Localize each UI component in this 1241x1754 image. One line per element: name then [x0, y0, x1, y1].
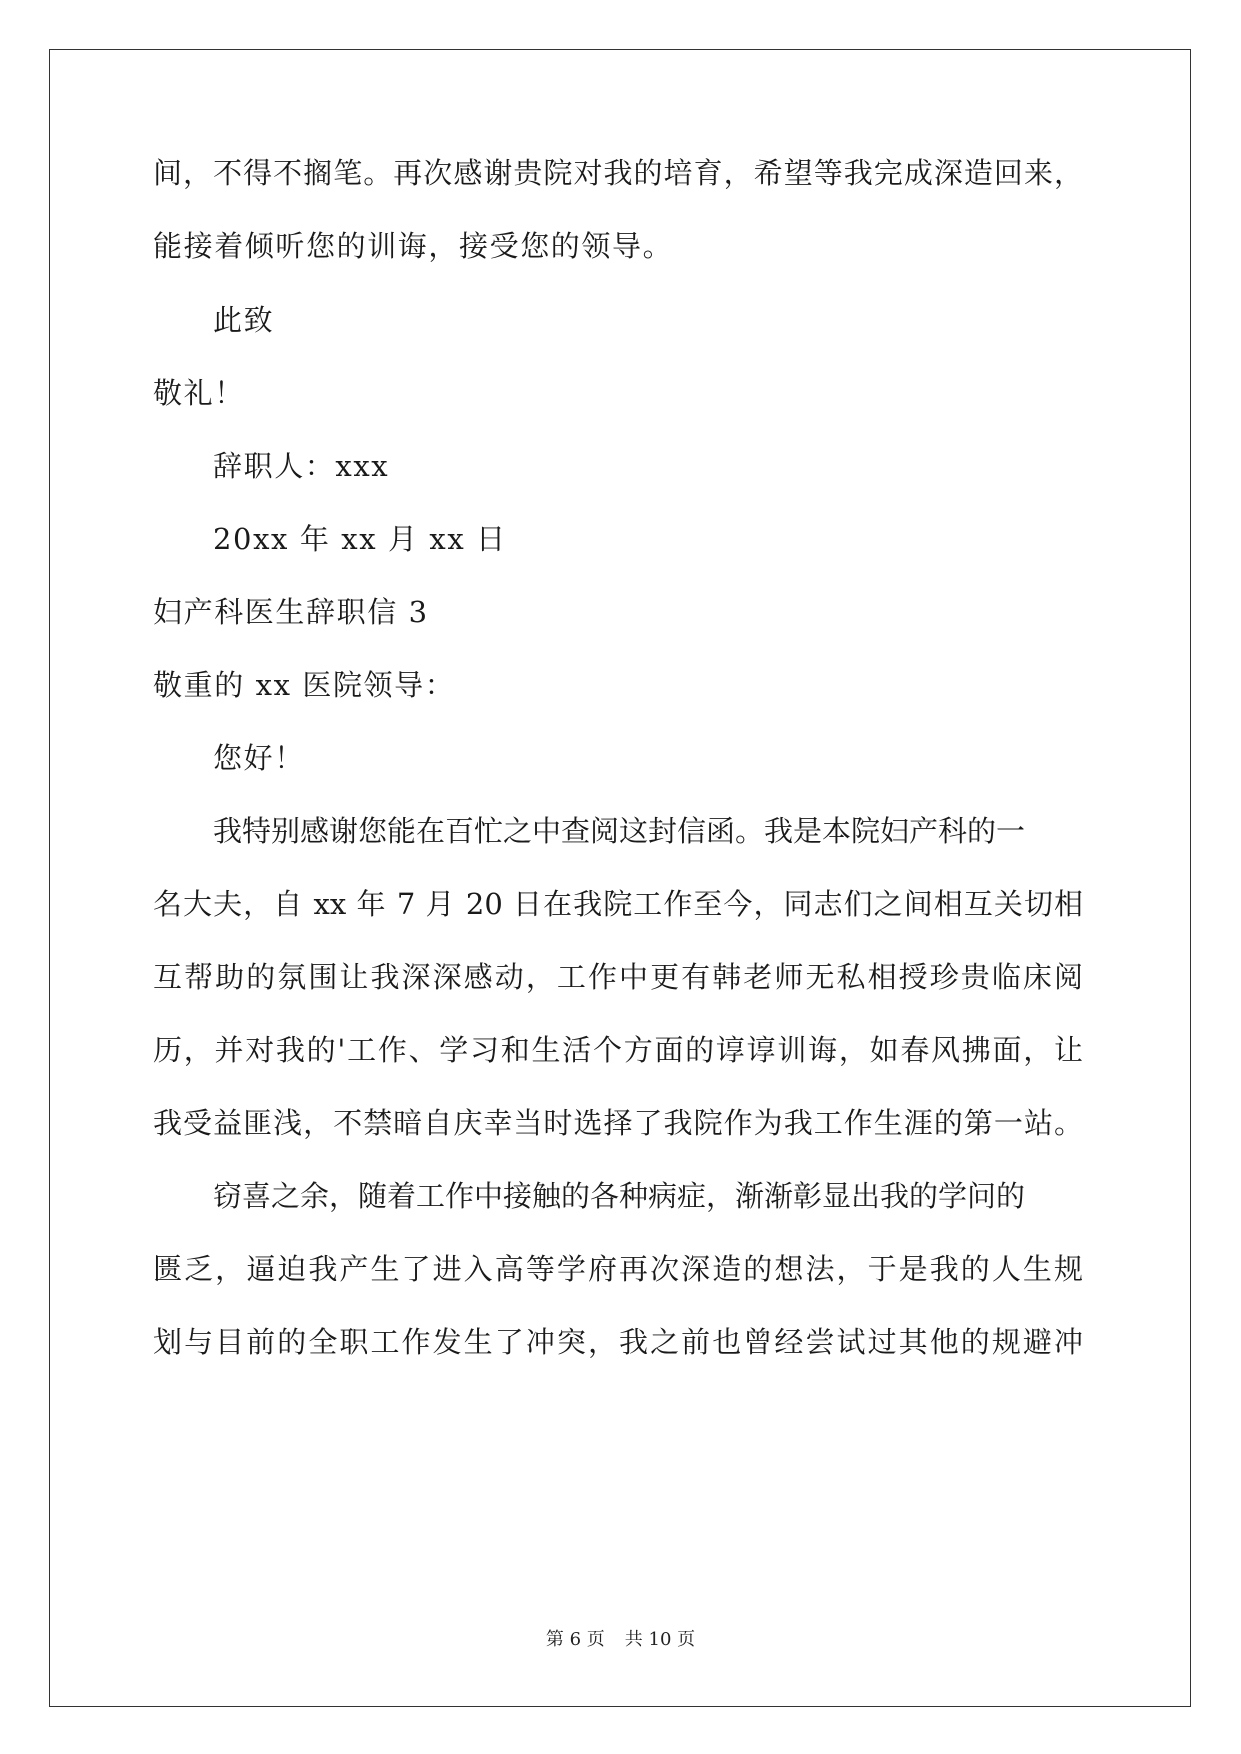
salutation-regards: 敬礼！	[153, 376, 245, 410]
page-total: 共 10 页	[624, 1629, 696, 1650]
letter-heading: 妇产科医生辞职信 3	[153, 595, 429, 629]
text-line: 划与目前的全职工作发生了冲突，我之前也曾经尝试过其他的规避冲	[153, 1325, 1083, 1359]
text-line: 名大夫，自 xx 年 7 月 20 日在我院工作至今，同志们之间相互关切相	[153, 887, 1083, 921]
text-line: 间，不得不搁笔。再次感谢贵院对我的培育，希望等我完成深造回来，	[153, 156, 1083, 190]
greeting-line: 您好！	[213, 741, 305, 775]
text-line: 匮乏，逼迫我产生了进入高等学府再次深造的想法，于是我的人生规	[153, 1252, 1083, 1286]
salutation-closing: 此致	[213, 303, 275, 337]
text-line: 我受益匪浅，不禁暗自庆幸当时选择了我院作为我工作生涯的第一站。	[153, 1106, 1083, 1140]
text-line: 历，并对我的'工作、学习和生活个方面的谆谆训诲，如春风拂面，让	[153, 1033, 1083, 1067]
page-border	[49, 49, 1191, 1707]
text-line: 窃喜之余，随着工作中接触的各种病症，渐渐彰显出我的学问的	[213, 1179, 1026, 1213]
text-line: 我特别感谢您能在百忙之中查阅这封信函。我是本院妇产科的一	[213, 814, 1026, 848]
page-footer	[0, 1628, 1241, 1652]
signature-line: 辞职人：xxx	[213, 449, 390, 483]
page-number: 第 6 页	[545, 1629, 605, 1650]
date-line: 20xx 年 xx 月 xx 日	[213, 522, 507, 556]
recipient-line: 敬重的 xx 医院领导：	[153, 668, 456, 702]
text-line: 互帮助的氛围让我深深感动，工作中更有韩老师无私相授珍贵临床阅	[153, 960, 1083, 994]
text-line: 能接着倾听您的训诲，接受您的领导。	[153, 229, 674, 263]
